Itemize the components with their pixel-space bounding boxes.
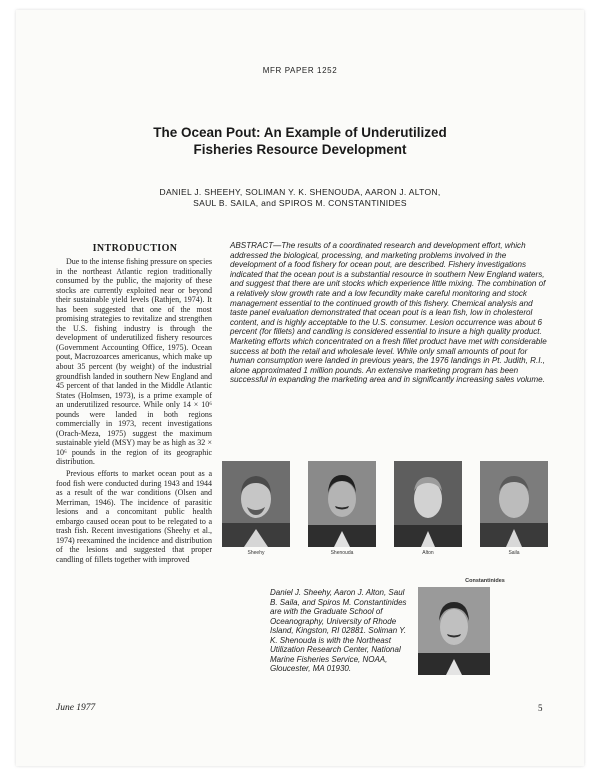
photo-constantinides (418, 587, 490, 675)
page-number: 5 (538, 703, 543, 713)
introduction-body (56, 257, 212, 565)
title-line-1: The Ocean Pout: An Example of Underutilized (153, 125, 447, 140)
caption-sheehy: Sheehy (247, 550, 265, 556)
abstract-text: ABSTRACT—The results of a coordinated research and development effort, which addressed the biological, processing, and marketing problems involved in the development of a food fishery for ocean pout, are described. Fishery investigations indicated that the ocean pout is a substantial resource in southern New England waters, and suggest that there are unit stocks which experience little mixing. The combination of a relatively slow growth rate and a low fecundity make careful monitoring and stock management essential to the continued growth of this fishery. Chemical analysis and taste panel evaluation demonstrated that ocean pout is a lean fish, low in cholesterol content, and is highly acceptable to the U.S. consumer. Lesion occurrence was about 6 percent (for fillets) and candling is considered essential to insure a high quality product. Marketing efforts which concentrated on a fresh fillet product have met with considerable success at both the retail and wholesale level. While only small amounts of pout for human consumption were landed in previous years, the 1976 landings in Pt. Judith, R.I., alone approximated 1 million pounds. An extensive marketing program has been successful in expanding the marketing area and in significantly increasing sales volume. (230, 241, 547, 385)
intro-paragraph-1: Due to the intense fishing pressure on species in the northeast Atlantic region traditionally consumed by the public, the majority of these stocks are currently exploited near or beyond their sustainable yield levels (Rathjen, 1974). It has been suggested that one of the most promising strategies to revitalize and strengthen the U.S. fishing industry is through the development of underutilized fishery resources (Government Accounting Office, 1975). Ocean pout, Macrozoarces americanus, which make up about 35 percent (by weight) of the industrial groundfish landed in southern New England and 45 percent of that landed in the Middle Atlantic States (Holmsen, 1973), is a prime example of an underutilized resource. While only 14 × 10⁶ pounds were landed in both regions commercially in 1973, recent investigations (Orach-Meza, 1975) suggest the maximum sustainable yield (MSY) may be as high as 32 × 10⁶ pounds in the region of its geographic distribution. (56, 257, 212, 467)
photo-shenouda (308, 461, 376, 547)
author-affiliations: Daniel J. Sheehy, Aaron J. Alton, Saul B. Saila, and Spiros M. Constantinides are with the Graduate School of Oceanography, University of Rhode Island, Kingston, RI 02881. Soliman Y. K. Shenouda is with the Northeast Utilization Research Center, National Marine Fisheries Service, NOAA, Gloucester, MA 01930. (270, 588, 407, 673)
authors-line-2: SAUL B. SAILA, and SPIROS M. CONSTANTINIDES (193, 198, 407, 208)
series-label: MFR PAPER 1252 (262, 66, 338, 75)
photo-alton (394, 461, 462, 547)
photo-saila (480, 461, 548, 547)
introduction-heading: INTRODUCTION (92, 243, 178, 254)
authors-line-1: DANIEL J. SHEEHY, SOLIMAN Y. K. SHENOUDA, AARON J. ALTON, (159, 187, 441, 197)
issue-date: June 1977 (56, 703, 96, 713)
author-list (0, 187, 600, 209)
author-photo-row (222, 461, 552, 561)
caption-shenouda: Shenouda (330, 550, 354, 556)
caption-saila: Saila (508, 550, 520, 556)
intro-paragraph-2: Previous efforts to market ocean pout as a food fish were conducted during 1943 and 1944 as a result of the war conditions (Olsen and Merriman, 1946). The incidence of parasitic lesions and a concomitant public health embargo caused ocean pout to be relegated to a trash fish. Recent investigations (Sheehy et al., 1974) reexamined the incidence and distribution of the lesions and suggested that proper candling of fillets together with improved (56, 469, 212, 564)
caption-constantinides: Constantinides (465, 578, 505, 584)
photo-sheehy (222, 461, 290, 547)
article-title (0, 124, 600, 158)
caption-alton: Alton (422, 550, 434, 556)
title-line-2: Fisheries Resource Development (193, 142, 407, 157)
